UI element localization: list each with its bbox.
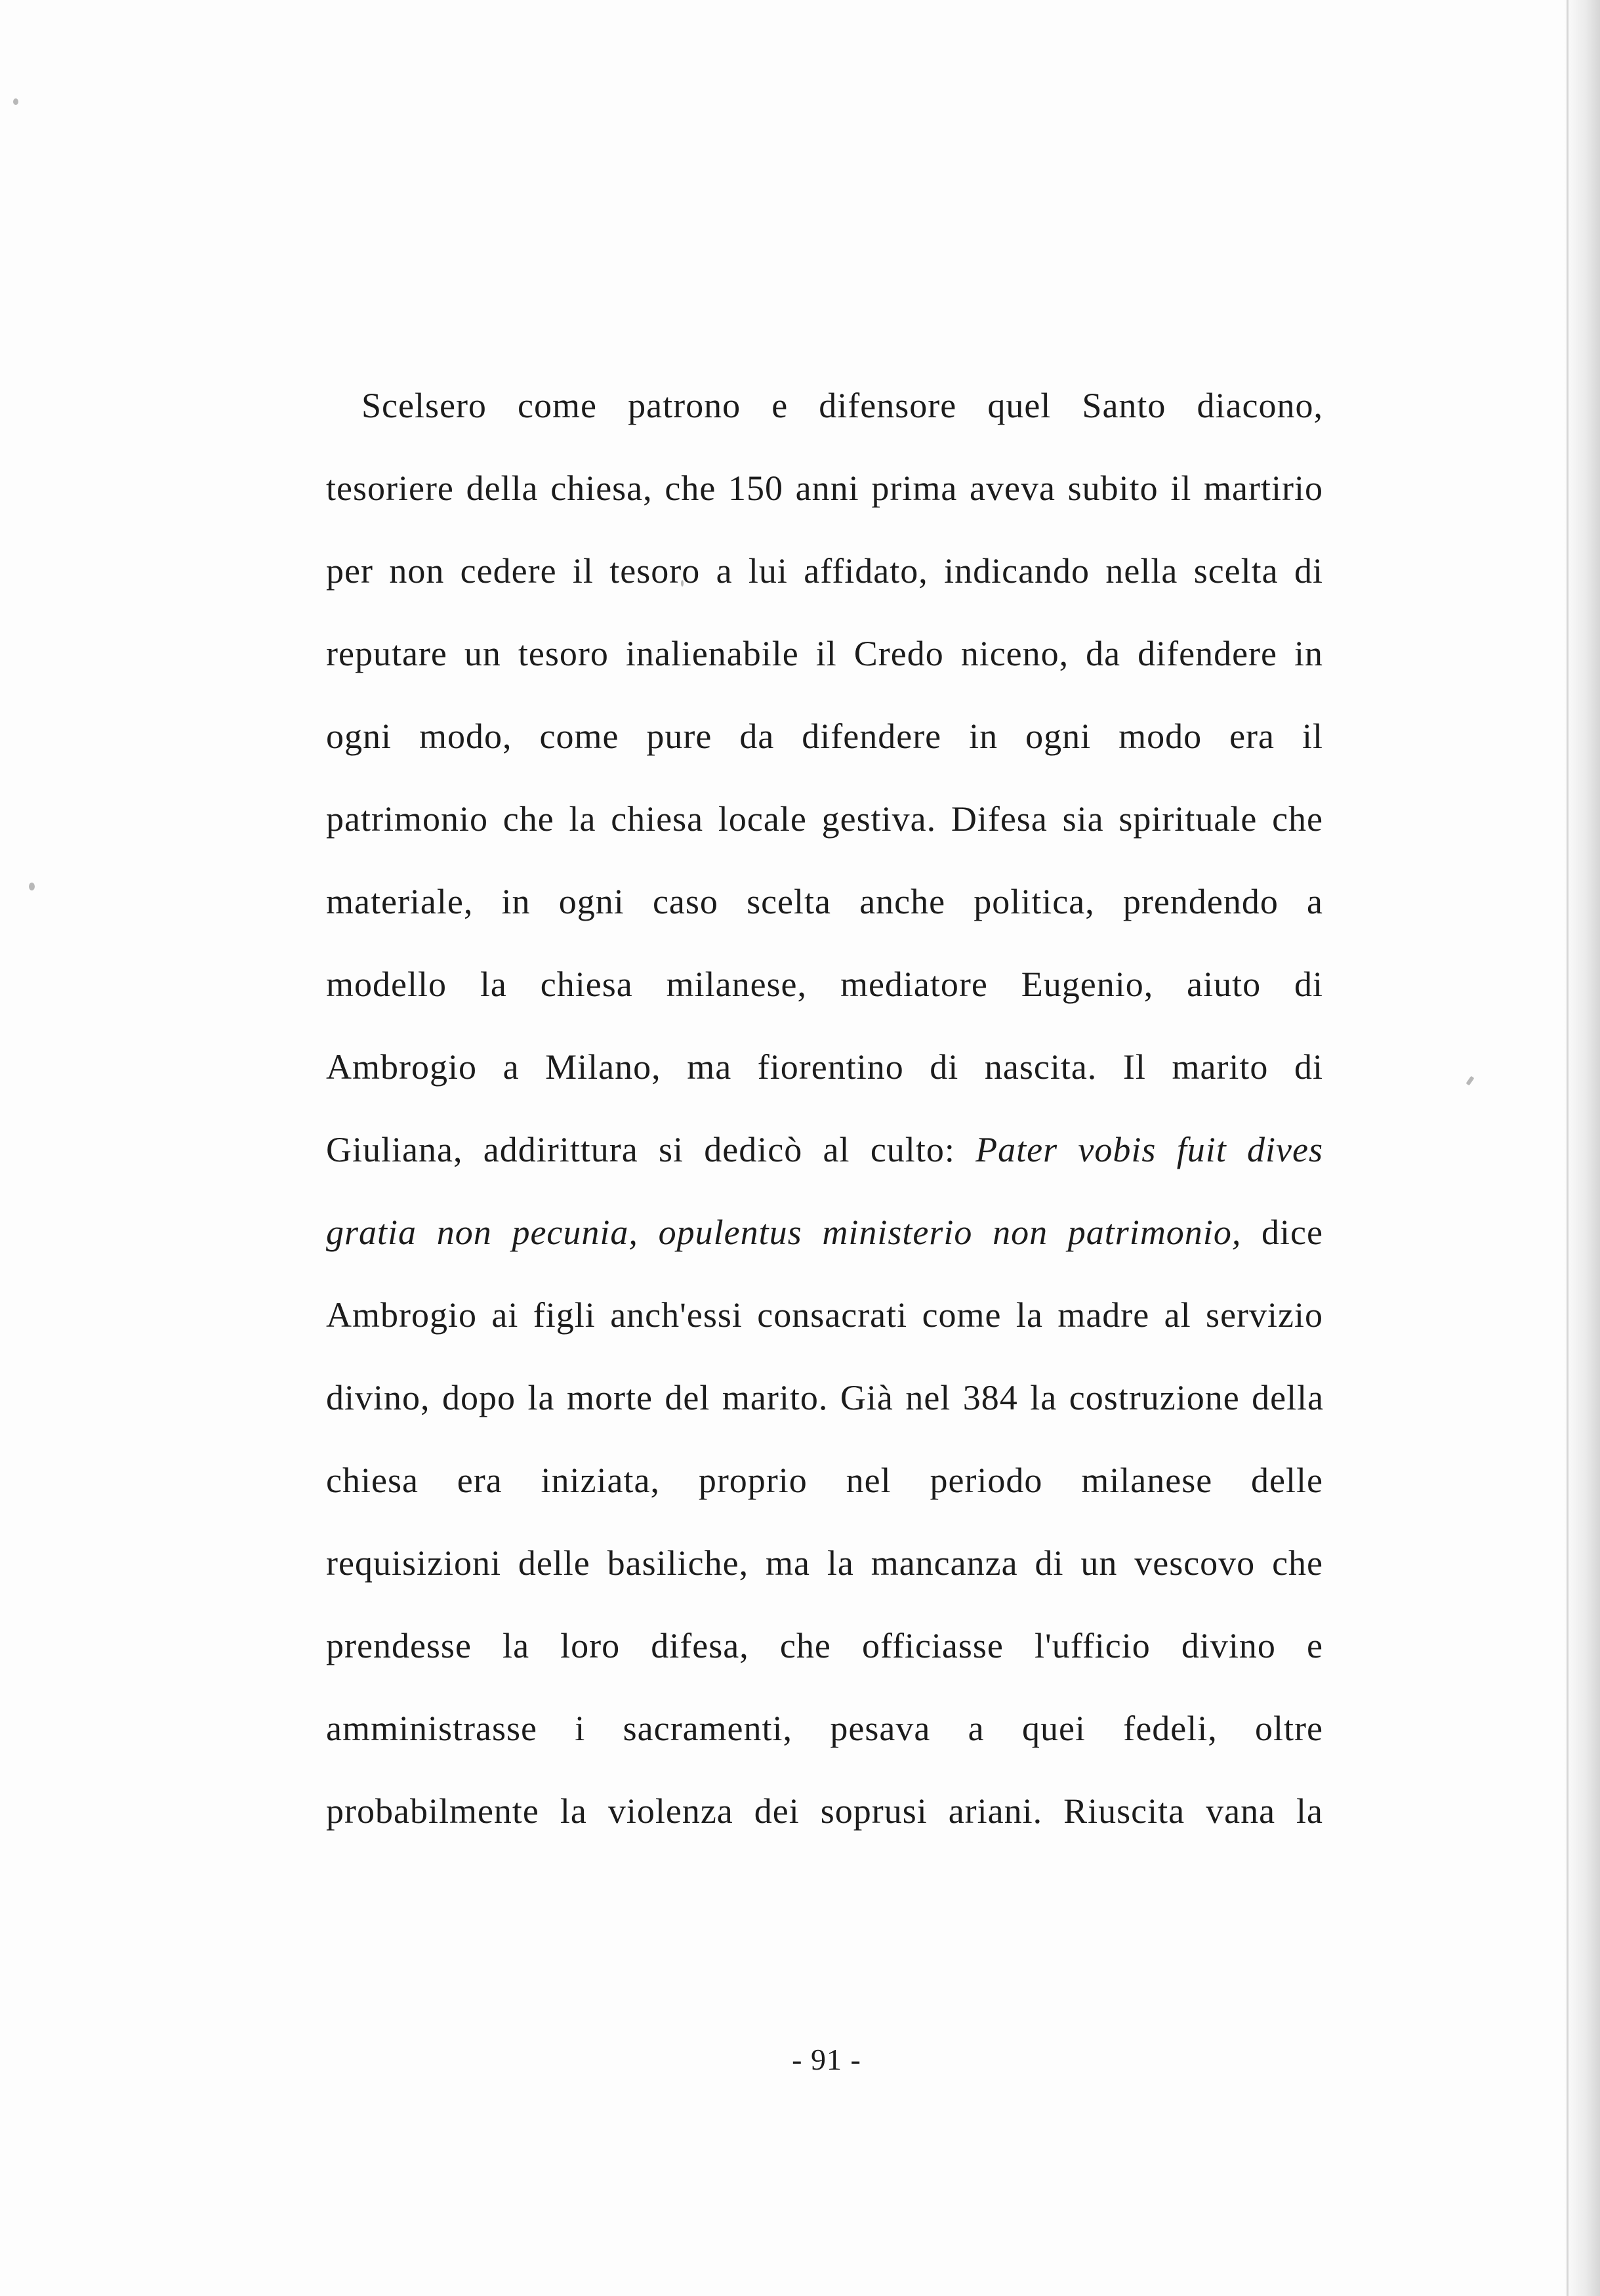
text-line: ogni modo, come pure da difendere in ogni modo era il [326,717,1323,756]
text-line-with-latin-quote [326,1191,1323,1274]
text-line: amministrasse i sacramenti, pesava a quei fedeli, oltre [326,1709,1323,1748]
latin-quote: gratia non pecunia, opulentus ministerio non patrimonio, [326,1213,1242,1252]
scan-speck [13,98,18,105]
text-segment: Giuliana, addirittura si dedicò al culto: [326,1130,976,1169]
text-segment: dice [1241,1213,1323,1252]
text-line: prendesse la loro difesa, che officiasse l'ufficio divino e [326,1626,1323,1665]
scan-speck [1466,1076,1475,1086]
scan-speck [29,883,35,890]
body-text [326,364,1323,1852]
text-line: Scelsero come patrono e difensore quel Santo diacono, [361,386,1323,425]
text-line: patrimonio che la chiesa locale gestiva. Difesa sia spirituale che [326,799,1323,839]
text-line: Ambrogio a Milano, ma fiorentino di nascita. Il marito di [326,1047,1323,1087]
page-edge-line [1567,0,1569,2296]
text-line: Ambrogio ai figli anch'essi consacrati come la madre al servizio [326,1295,1323,1335]
text-line: probabilmente la violenza dei soprusi ariani. Riuscita vana la [326,1791,1323,1831]
text-line: chiesa era iniziata, proprio nel periodo milanese delle [326,1461,1323,1500]
page-edge-shadow [1564,0,1600,2296]
text-line-with-latin-quote [326,1108,1323,1191]
text-line: per non cedere il tesoro a lui affidato, indicando nella scelta di [326,551,1323,591]
page-number: - 91 - [792,2043,861,2076]
text-line: reputare un tesoro inalienabile il Credo niceno, da difendere in [326,634,1323,673]
text-line: tesoriere della chiesa, che 150 anni prima aveva subito il martirio [326,469,1323,508]
text-line: divino, dopo la morte del marito. Già nel 384 la costruzione della [326,1378,1324,1417]
text-line: modello la chiesa milanese, mediatore Eugenio, aiuto di [326,965,1323,1004]
text-line: requisizioni delle basiliche, ma la mancanza di un vescovo che [326,1543,1323,1583]
text-line: materiale, in ogni caso scelta anche politica, prendendo a [326,882,1323,921]
latin-quote: Pater vobis fuit dives [975,1130,1323,1169]
